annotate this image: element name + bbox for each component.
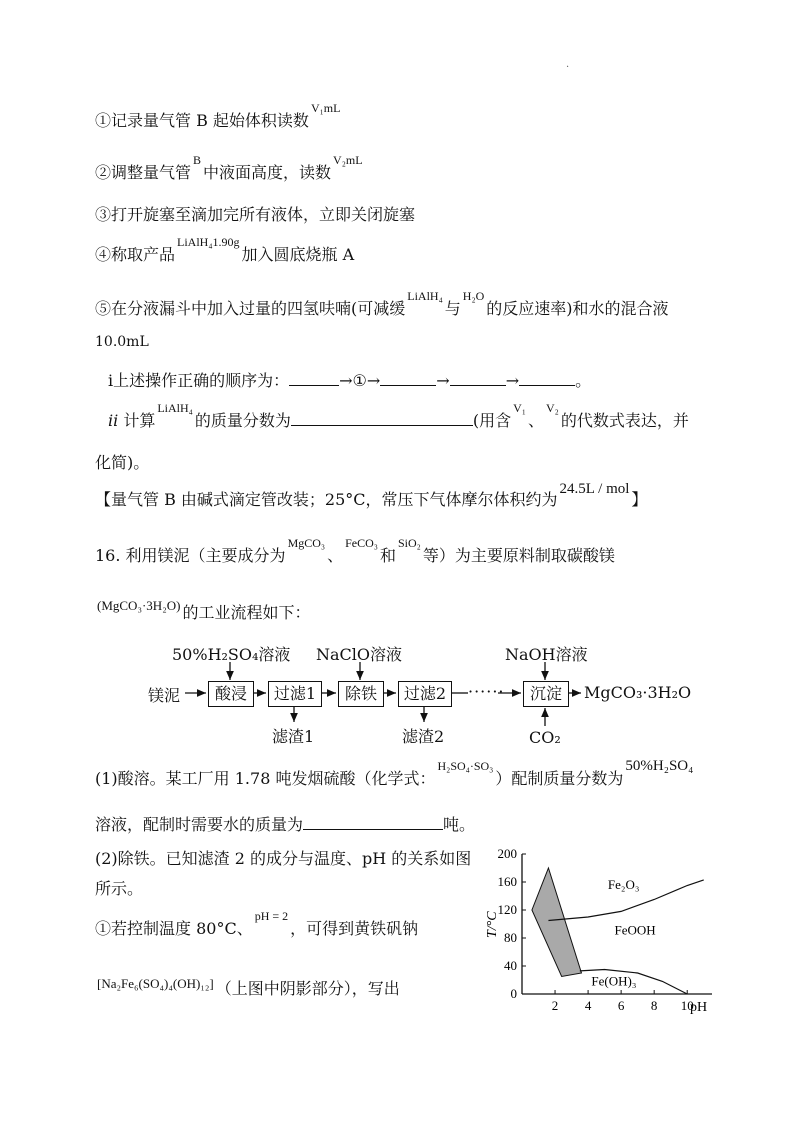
question-16-cont bbox=[95, 600, 310, 623]
x-tick-label: 2 bbox=[551, 998, 559, 1013]
question-ii-text-c: (用含 bbox=[472, 411, 512, 430]
residue-1-label: 滤渣1 bbox=[272, 727, 315, 746]
question-ii-text-d: 的代数式表达，并 bbox=[560, 411, 689, 430]
unit: 吨。 bbox=[443, 815, 476, 834]
question-ii-cont: 化简)。 bbox=[95, 453, 150, 472]
step-5-text-b: 与 bbox=[444, 299, 461, 318]
region-label-fe2o3: Fe₂O₃ bbox=[607, 877, 640, 892]
step-1-formula: V₁mL bbox=[310, 101, 341, 115]
part-1 bbox=[95, 758, 695, 789]
ellipsis: ······ bbox=[468, 682, 505, 701]
region-label-feooh: FeOOH bbox=[614, 922, 656, 938]
step-2-formula: V₂mL bbox=[333, 153, 363, 167]
part-2-cont: 所示。 bbox=[95, 879, 144, 898]
product-label: MgCO₃·3H₂O bbox=[584, 683, 692, 702]
phase-chart bbox=[470, 838, 720, 1028]
step-4-text: ④称取产品 bbox=[95, 245, 176, 264]
part-2-q1-text-b: ，可得到黄铁矾钠 bbox=[290, 919, 419, 938]
y-axis-label: T/°C bbox=[485, 911, 500, 938]
connector: 和 bbox=[379, 546, 396, 565]
y-tick-label: 40 bbox=[504, 958, 517, 973]
note-end: 】 bbox=[631, 490, 648, 509]
part-1-text: (1)酸溶。某工厂用 1.78 吨发烟硫酸（化学式： bbox=[95, 769, 436, 788]
step-5-formula-a: LiAlH₄ bbox=[407, 289, 443, 303]
separator: 、 bbox=[327, 546, 344, 565]
part-1-text-c: 溶液，配制时需要水的质量为 bbox=[95, 815, 304, 834]
v1-symbol: V₁ bbox=[513, 401, 526, 415]
arrow: → bbox=[436, 371, 450, 390]
reagent-naclo: NaClO溶液 bbox=[316, 645, 403, 664]
separator: 、 bbox=[527, 411, 544, 430]
step-iron-removal: 除铁 bbox=[338, 681, 384, 707]
step-5-text-c: 的反应速率)和水的混合液 bbox=[486, 299, 669, 318]
answer-blank-5[interactable] bbox=[291, 411, 473, 426]
x-tick-label: 4 bbox=[584, 998, 592, 1013]
corner-mark: · bbox=[566, 62, 570, 73]
jarosite-formula: [Na₂Fe₆(SO₄)₄(OH)₁₂] bbox=[97, 976, 214, 991]
y-tick-label: 0 bbox=[510, 986, 517, 1001]
step-5 bbox=[95, 289, 669, 319]
phase-chart-svg bbox=[470, 838, 720, 1028]
step-2-text-b: 中液面高度，读数 bbox=[203, 163, 332, 182]
question-ii-formula: LiAlH₄ bbox=[157, 401, 193, 415]
step-3-text: ③打开旋塞至滴加完所有液体，立即关闭旋塞 bbox=[95, 205, 416, 224]
y-tick-label: 120 bbox=[497, 902, 517, 917]
arrow: → bbox=[505, 371, 520, 390]
step-3 bbox=[95, 202, 415, 225]
question-ii-label: ii bbox=[108, 411, 119, 430]
part-2-q1 bbox=[95, 909, 419, 939]
question-ii-text: 计算 bbox=[118, 411, 156, 430]
part-1-text-b: ）配制质量分数为 bbox=[495, 769, 624, 788]
region-label-feoh3: Fe(OH)₃ bbox=[591, 973, 637, 989]
question-number: 16. bbox=[95, 546, 121, 565]
reagent-naoh: NaOH溶液 bbox=[505, 645, 588, 664]
ph-condition: pH = 2 bbox=[254, 909, 289, 923]
question-16-text: 利用镁泥（主要成分为 bbox=[125, 546, 286, 565]
x-tick-label: 10 bbox=[680, 998, 694, 1013]
x-tick-label: 8 bbox=[650, 998, 658, 1013]
sio2-formula: SiO₂ bbox=[397, 536, 421, 550]
answer-blank-1[interactable] bbox=[289, 371, 339, 386]
part-1-cont bbox=[95, 812, 475, 835]
step-precipitation: 沉淀 bbox=[523, 681, 569, 707]
question-i-text: i上述操作正确的顺序为： bbox=[108, 371, 290, 390]
question-i bbox=[108, 368, 591, 391]
product-formula: (MgCO₃·3H₂O) bbox=[97, 598, 181, 613]
process-flow-diagram bbox=[148, 636, 708, 756]
step-2 bbox=[95, 153, 365, 183]
period: 。 bbox=[575, 371, 592, 390]
co2-label: CO₂ bbox=[529, 728, 561, 747]
step-4-formula: LiAlH₄1.90g bbox=[177, 235, 240, 249]
y-tick-label: 80 bbox=[504, 930, 517, 945]
answer-blank-3[interactable] bbox=[450, 371, 506, 386]
y-tick-label: 160 bbox=[497, 874, 517, 889]
part-2-q1-text-c: （上图中阴影部分），写出 bbox=[215, 979, 400, 998]
question-16 bbox=[95, 536, 615, 566]
step-2-label: B bbox=[193, 153, 202, 167]
residue-2-label: 滤渣2 bbox=[402, 727, 445, 746]
target-solution: 50%H₂SO₄ bbox=[625, 758, 694, 774]
step-ref: ① bbox=[352, 371, 367, 390]
question-ii-text-b: 的质量分数为 bbox=[194, 411, 291, 430]
shaded-region bbox=[532, 868, 582, 977]
answer-blank-6[interactable] bbox=[303, 815, 443, 830]
step-1-text: ①记录量气管 B 起始体积读数 bbox=[95, 111, 309, 130]
note-formula: 24.5L / mol bbox=[559, 481, 630, 497]
step-5-formula-b: H₂O bbox=[462, 289, 485, 303]
answer-blank-4[interactable] bbox=[519, 371, 575, 386]
step-2-text: ②调整量气管 bbox=[95, 163, 192, 182]
step-acid-leach: 酸浸 bbox=[208, 681, 254, 707]
part-2-q1-text: ①若控制温度 80°C、 bbox=[95, 919, 253, 938]
step-5-text: ⑤在分液漏斗中加入过量的四氢呋喃(可减缓 bbox=[95, 299, 406, 318]
x-axis-label: pH bbox=[690, 1000, 708, 1015]
note-text: 【量气管 B 由碱式滴定管改装；25°C，常压下气体摩尔体积约为 bbox=[95, 490, 558, 509]
raw-material-label: 镁泥 bbox=[148, 686, 181, 705]
step-5-volume: 10.0mL bbox=[95, 334, 149, 350]
question-ii bbox=[108, 401, 689, 431]
part-2: (2)除铁。已知滤渣 2 的成分与温度、pH 的关系如图 bbox=[95, 849, 472, 868]
oleum-formula: H₂SO₄·SO₃ bbox=[437, 759, 494, 773]
question-16-text-b: 等）为主要原料制取碳酸镁 bbox=[422, 546, 615, 565]
step-4-text-b: 加入圆底烧瓶 A bbox=[241, 245, 355, 264]
answer-blank-2[interactable] bbox=[380, 371, 436, 386]
arrow: → bbox=[366, 371, 381, 390]
step-4 bbox=[95, 235, 355, 265]
step-1 bbox=[95, 101, 342, 131]
v2-symbol: V₂ bbox=[545, 401, 559, 415]
feco3-formula: FeCO₃ bbox=[345, 536, 378, 550]
part-2-q1-cont bbox=[95, 976, 400, 999]
question-16-text-c: 的工业流程如下： bbox=[182, 603, 311, 622]
step-filter-2: 过滤2 bbox=[398, 681, 452, 707]
x-tick-label: 6 bbox=[617, 998, 625, 1013]
reagent-sulfuric-acid: 50%H₂SO₄溶液 bbox=[172, 645, 291, 664]
note bbox=[95, 481, 648, 510]
step-filter-1: 过滤1 bbox=[268, 681, 322, 707]
mgco3-formula: MgCO₃ bbox=[287, 536, 326, 550]
arrow: → bbox=[339, 371, 353, 390]
y-tick-label: 200 bbox=[497, 846, 517, 861]
